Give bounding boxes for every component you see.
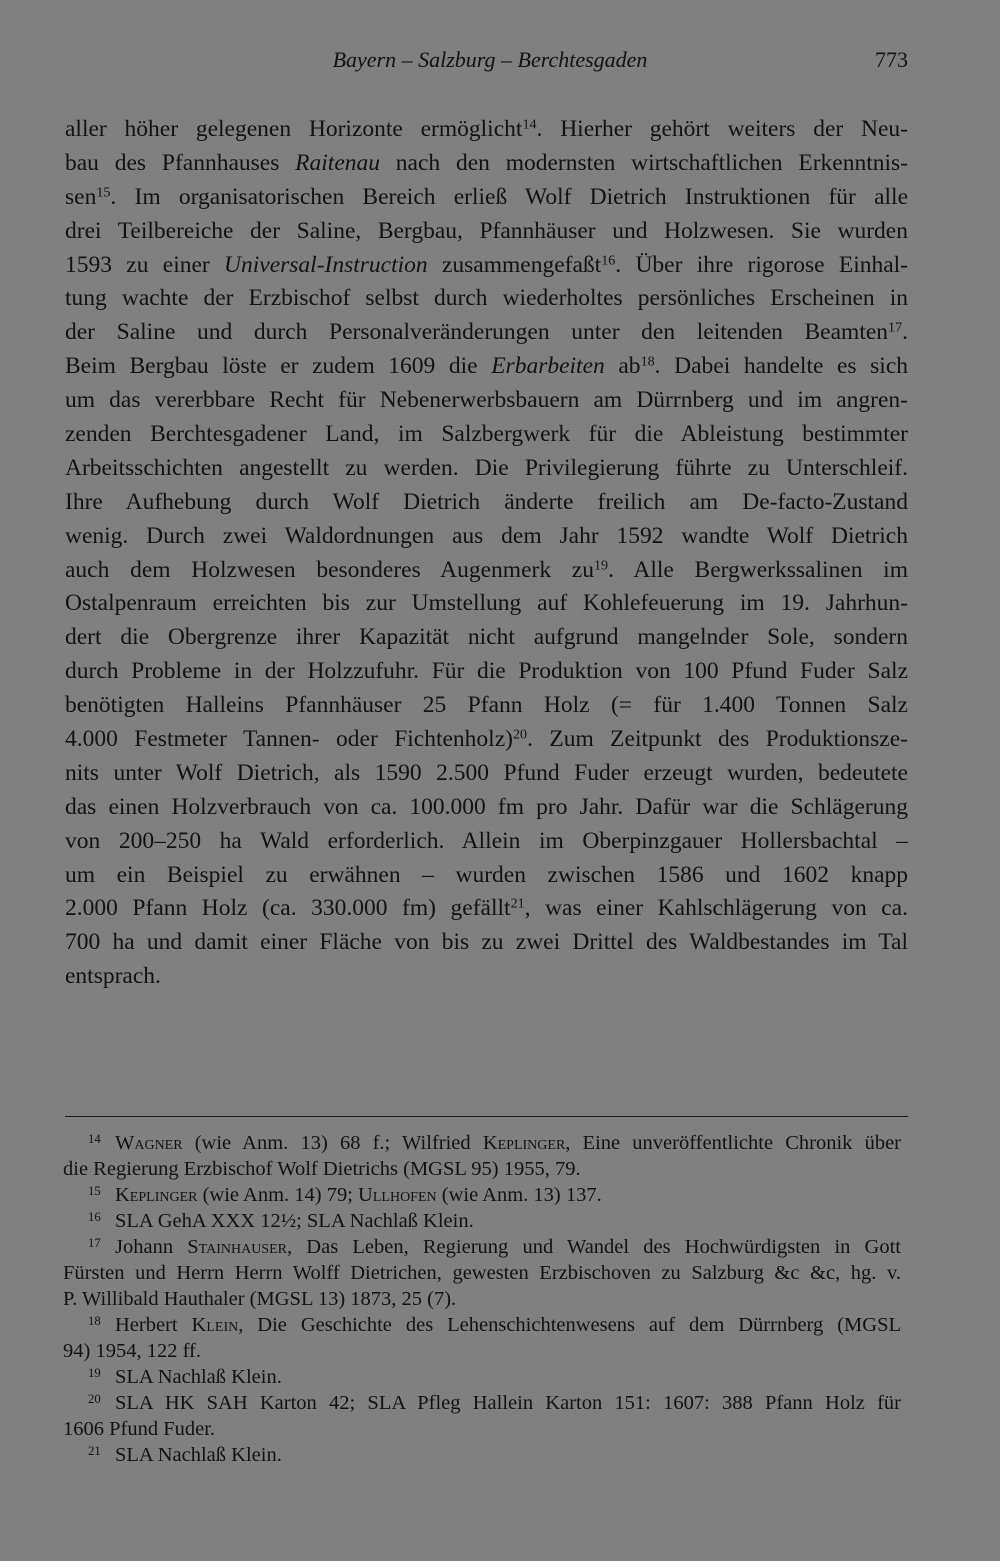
- text-run: . Über ihre rigorose Einhal-: [615, 251, 908, 278]
- text-run: tung wachte der Erzbischof selbst durch wiederholtes persönliches Erscheinen in: [65, 285, 908, 312]
- text-run: , Eine unveröffentlichte Chronik über: [565, 1132, 901, 1154]
- text-run: das einen Holzverbrauch von ca. 100.000 fm pro Jahr. Dafür war die Schlägerung: [65, 793, 908, 820]
- body-line: [65, 689, 908, 723]
- text-run: 1606 Pfund Fuder.: [63, 1418, 216, 1440]
- text-run: durch Probleme in der Holzzufuhr. Für die Produktion von 100 Pfund Fuder Salz: [65, 658, 908, 685]
- italic-term: Raitenau: [295, 149, 380, 176]
- footnote-line: $^{15}$ Keplinger (wie Anm. 14) 79; Ullhofen (wie Anm. 13) 137.: [88, 1183, 602, 1206]
- body-line: [65, 147, 908, 181]
- footnote: [63, 1442, 901, 1468]
- author-name: Keplinger: [115, 1184, 198, 1206]
- text-run: . Im organisatorischen Bereich erließ Wolf Dietrich Instruktionen für alle: [110, 183, 908, 210]
- footnote-reference: 21: [510, 895, 525, 912]
- footnote-reference: 17: [888, 319, 903, 336]
- text-run: Fürsten und Herrn Herrn Wolff Dietrichen, gewesten Erzbischoven zu Salzburg &c &c, hg. v.: [63, 1262, 901, 1284]
- author-name: Keplinger: [482, 1132, 566, 1154]
- text-run: um das vererbbare Recht für Nebenerwerbsbauern am Dürrnberg und im angren-: [65, 387, 908, 414]
- footnote-reference: 15: [96, 184, 111, 201]
- text-run: Beim Bergbau löste er zudem 1609 die: [65, 353, 492, 380]
- body-line: [65, 282, 908, 316]
- body-line: [65, 655, 908, 689]
- text-run: zusammengefaßt: [427, 251, 602, 278]
- text-run: , was einer Kahlschlägerung von ca.: [524, 895, 908, 922]
- footnote-line: [63, 1416, 901, 1442]
- text-run: . Alle Bergwerkssalinen im: [608, 556, 908, 583]
- text-run: (wie Anm. 14) 79;: [197, 1184, 359, 1206]
- body-line: [65, 892, 908, 926]
- text-run: Arbeitsschichten angestellt zu werden. Die Privilegierung führte zu Unterschleif.: [65, 454, 908, 481]
- text-run: auch dem Holzwesen besonderes Augenmerk zu: [65, 556, 594, 583]
- body-line: [65, 926, 908, 960]
- text-run: .: [902, 319, 908, 346]
- footnote: [63, 1182, 901, 1208]
- footnote-reference: 16: [601, 251, 616, 268]
- text-run: SLA HK SAH Karton 42; SLA Pfleg Hallein Karton 151: 1607: 388 Pfann Holz für: [115, 1392, 901, 1414]
- body-line: [65, 452, 908, 486]
- text-run: von 200–250 ha Wald erforderlich. Allein im Oberpinzgauer Hollersbachtal –: [65, 827, 908, 854]
- text-run: Herbert: [115, 1314, 192, 1336]
- text-run: 4.000 Festmeter Tannen- oder Fichtenholz): [65, 726, 513, 753]
- text-run: (wie Anm. 13) 137.: [436, 1184, 602, 1206]
- footnote-line: [63, 1286, 901, 1312]
- body-line: [65, 113, 908, 147]
- body-text: [65, 113, 908, 994]
- text-run: bau des Pfannhauses: [65, 149, 296, 176]
- text-run: nach den modernsten wirtschaftlichen Erkenntnis-: [380, 149, 908, 176]
- footnote-line: [63, 1156, 901, 1182]
- text-run: um ein Beispiel zu erwähnen – wurden zwischen 1586 und 1602 knapp: [65, 861, 908, 888]
- author-name: Ullhofen: [358, 1184, 437, 1206]
- footnote-line: $^{20}$ SLA HK SAH Karton 42; SLA Pfleg Hallein Karton 151: 1607: 388 Pfann Holz für: [88, 1391, 901, 1414]
- text-run: 700 ha und damit einer Fläche von bis zu zwei Drittel des Waldbestandes im Tal: [65, 929, 908, 956]
- footnote-line: $^{14}$ Wagner (wie Anm. 13) 68 f.; Wilfried Keplinger, Eine unveröffentlichte Chronik über: [88, 1131, 901, 1154]
- author-name: Stainhauser: [187, 1236, 287, 1258]
- running-title: Bayern – Salzburg – Berchtesgaden: [332, 47, 648, 72]
- text-run: , Das Leben, Regierung und Wandel des Hochwürdigsten in Gott: [287, 1236, 901, 1258]
- footnote: [63, 1130, 901, 1182]
- text-run: zenden Berchtesgadener Land, im Salzbergwerk für die Ableistung bestimmter: [65, 421, 908, 448]
- body-line: [65, 520, 908, 554]
- text-run: SLA Nachlaß Klein.: [115, 1444, 282, 1466]
- footnote-reference: 19: [593, 556, 609, 573]
- footnotes: [63, 1130, 901, 1468]
- text-run: Ostalpenraum erreichten bis zur Umstellung auf Kohlefeuerung im 19. Jahrhun-: [65, 590, 908, 617]
- text-run: nits unter Wolf Dietrich, als 1590 2.500 Pfund Fuder erzeugt wurden, bedeutete: [65, 759, 908, 786]
- footnote-line: $^{17}$ Johann Stainhauser, Das Leben, Regierung und Wandel des Hochwürdigsten in Gott: [88, 1235, 901, 1258]
- body-line: [65, 960, 908, 994]
- footnote: [63, 1234, 901, 1312]
- text-run: . Dabei handelte es sich: [654, 353, 908, 380]
- text-run: , Die Geschichte des Lehenschichtenwesens auf dem Dürrnberg (MGSL: [238, 1314, 901, 1336]
- text-run: SLA GehA XXX 12½; SLA Nachlaß Klein.: [115, 1210, 474, 1232]
- text-run: 1593 zu einer: [65, 251, 225, 278]
- body-line: [65, 418, 908, 452]
- body-line: [65, 859, 908, 893]
- footnote: [63, 1208, 901, 1234]
- page-number: 773: [875, 47, 908, 72]
- text-run: (wie Anm. 13) 68 f.; Wilfried: [182, 1132, 483, 1154]
- body-line: [65, 215, 908, 249]
- body-line: [65, 825, 908, 859]
- footnote-reference: 18: [640, 353, 655, 370]
- footnote: [63, 1364, 901, 1390]
- text-run: aller höher gelegenen Horizonte ermöglicht: [65, 116, 523, 142]
- body-line: [65, 554, 908, 588]
- text-run: die Regierung Erzbischof Wolf Dietrichs (MGSL 95) 1955, 79.: [63, 1158, 581, 1180]
- text-run: . Zum Zeitpunkt des Produktionsze-: [527, 726, 908, 753]
- text-run: sen: [65, 183, 97, 210]
- body-line: [65, 249, 908, 283]
- footnote-line: $^{16}$ SLA GehA XXX 12½; SLA Nachlaß Klein.: [88, 1209, 474, 1232]
- footnote-line: $^{19}$ SLA Nachlaß Klein.: [88, 1365, 282, 1388]
- text-run: SLA Nachlaß Klein.: [115, 1366, 282, 1388]
- text-run: 94) 1954, 122 ff.: [63, 1340, 201, 1362]
- body-line: [65, 723, 908, 757]
- footnote-reference: 20: [512, 726, 528, 743]
- italic-term: Universal-Instruction: [224, 251, 428, 278]
- text-run: dert die Obergrenze ihrer Kapazität nicht aufgrund mangelnder Sole, sondern: [65, 624, 908, 651]
- text-run: 2.000 Pfann Holz (ca. 330.000 fm) gefällt: [65, 895, 511, 922]
- text-run: benötigten Halleins Pfannhäuser 25 Pfann Holz (= für 1.400 Tonnen Salz: [65, 692, 908, 719]
- author-name: Wagner: [115, 1132, 183, 1154]
- footnote-line: [63, 1338, 901, 1364]
- text-run: . Hierher gehört weiters der Neu-: [536, 116, 908, 142]
- body-line: [65, 486, 908, 520]
- footnote-line: $^{21}$ SLA Nachlaß Klein.: [88, 1443, 282, 1466]
- text-run: entsprach.: [65, 963, 161, 990]
- text-run: Johann: [115, 1236, 188, 1258]
- footnote: [63, 1312, 901, 1364]
- body-line: [65, 316, 908, 350]
- text-run: wenig. Durch zwei Waldordnungen aus dem Jahr 1592 wandte Wolf Dietrich: [65, 522, 908, 549]
- footnote: [63, 1390, 901, 1442]
- footnote-separator: [65, 1116, 908, 1117]
- body-line: [65, 791, 908, 825]
- body-line: [65, 757, 908, 791]
- italic-term: Erbarbeiten: [491, 353, 605, 380]
- body-line: [65, 587, 908, 621]
- text-run: P. Willibald Hauthaler (MGSL 13) 1873, 25 (7).: [63, 1288, 457, 1310]
- body-line: [65, 384, 908, 418]
- footnote-line: $^{18}$ Herbert Klein, Die Geschichte des Lehenschichtenwesens auf dem Dürrnberg (MGSL: [88, 1313, 901, 1336]
- footnote-line: [63, 1260, 901, 1286]
- footnote-reference: 14: [522, 116, 537, 133]
- text-run: drei Teilbereiche der Saline, Bergbau, Pfannhäuser und Holzwesen. Sie wurden: [65, 217, 908, 244]
- body-line: [65, 350, 908, 384]
- text-run: der Saline und durch Personalveränderungen unter den leitenden Beamten: [65, 319, 889, 346]
- body-line: [65, 181, 908, 215]
- text-run: Ihre Aufhebung durch Wolf Dietrich änderte freilich am De-facto-Zustand: [65, 488, 908, 515]
- body-line: [65, 621, 908, 655]
- author-name: Klein: [191, 1314, 239, 1336]
- text-run: ab: [604, 353, 641, 380]
